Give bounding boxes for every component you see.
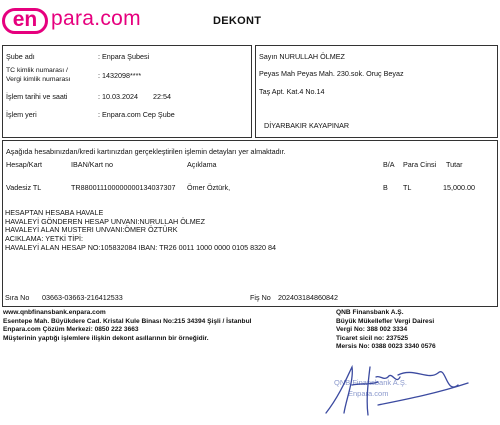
tckn-value: : 1432098**** — [98, 71, 142, 80]
txn-datetime-label: İşlem tarihi ve saati — [6, 92, 68, 101]
detail-line: HAVALEYİ ALAN HESAP NO:105832084 IBAN: TR26 0011 1000 0000 0105 8320 84 — [5, 242, 277, 252]
detail-line: ACIKLAMA: YETKİ TİPİ: — [5, 234, 84, 244]
col-header-amount: Tutar — [446, 160, 463, 169]
stamp-line-2: Enpara.com — [348, 389, 389, 398]
fis-value: 202403184860842 — [278, 293, 338, 302]
branch-value: : Enpara Şubesi — [98, 52, 150, 61]
footer-disclaimer: Müşterinin yaptığı işlemlere ilişkin dekont asıllarının bir örneğidir. — [3, 334, 209, 342]
recipient-address-box — [255, 45, 498, 138]
footer-tax-no: Vergi No: 388 002 3334 — [336, 326, 408, 334]
col-header-account: Hesap/Kart — [6, 160, 42, 169]
tckn-label-1: TC kimlik numarası / — [6, 67, 68, 74]
row-description: Ömer Öztürk, — [187, 183, 231, 192]
footer-tax-office: Büyük Mükellefler Vergi Dairesi — [336, 317, 435, 325]
recipient-address-1: Peyas Mah Peyas Mah. 230.sok. Oruç Beyaz — [259, 69, 404, 78]
transaction-info-box — [2, 45, 252, 138]
tckn-label-2: Vergi kimlik numarası — [6, 76, 71, 83]
signature-stamp — [318, 355, 488, 423]
txn-date-value: : 10.03.2024 — [98, 92, 138, 101]
footer-support: Enpara.com Çözüm Merkezi: 0850 222 3663 — [3, 326, 139, 334]
recipient-name: Sayın NURULLAH ÖLMEZ — [259, 52, 345, 61]
col-header-ba: B/A — [383, 160, 395, 169]
sira-label: Sıra No — [5, 293, 30, 302]
info-text: Aşağıda hesabınızdan/kredi kartınızdan gerçekleştirilen işlemin detayları yer almaktadır. — [6, 147, 286, 156]
row-account: Vadesiz TL — [6, 183, 42, 192]
sira-value: 03663-03663-216412533 — [42, 293, 123, 302]
logo-en: en — [2, 8, 48, 34]
footer-trade-registry: Ticaret sicil no: 237525 — [336, 334, 409, 342]
detail-line: HESAPTAN HESABA HAVALE — [5, 208, 104, 217]
recipient-address-2: Taş Apt. Kat.4 No.14 — [259, 87, 325, 96]
enpara-logo — [2, 6, 152, 36]
row-ba: B — [383, 183, 388, 192]
footer-website: www.qnbfinansbank.enpara.com — [3, 309, 106, 316]
txn-time-value: 22:54 — [153, 92, 171, 101]
logo-para: para.com — [51, 7, 141, 30]
row-currency: TL — [403, 183, 412, 192]
signature-icon — [318, 355, 488, 423]
col-header-iban: IBAN/Kart no — [71, 160, 113, 169]
stamp-line-1: QNB Finansbank A.Ş. — [334, 378, 407, 387]
footer-address: Esentepe Mah. Büyükdere Cad. Kristal Kule Binası No:215 34394 Şişli / İstanbul — [3, 317, 252, 325]
detail-line: HAVALEYİ GÖNDEREN HESAP UNVANI:NURULLAH ÖLMEZ — [5, 216, 205, 226]
transfer-details — [5, 209, 495, 253]
txn-place-label: İşlem yeri — [6, 110, 37, 119]
footer-company-name: QNB Finansbank A.Ş. — [336, 309, 404, 316]
col-header-currency: Para Cinsi — [403, 160, 437, 169]
footer-mersis-no: Mersis No: 0388 0023 3340 0576 — [336, 343, 436, 351]
recipient-city: DİYARBAKIR KAYAPINAR — [264, 121, 350, 130]
detail-line: HAVALEYİ ALAN MUSTERI UNVANI:ÖMER ÖZTÜRK — [5, 225, 178, 235]
document-title: DEKONT — [213, 15, 262, 27]
fis-label: Fiş No — [250, 293, 271, 302]
col-header-description: Açıklama — [187, 160, 217, 169]
branch-label: Şube adı — [6, 52, 35, 61]
row-amount: 15,000.00 — [443, 183, 475, 192]
row-iban: TR880011100000000134037307 — [71, 183, 176, 192]
footer-company-info — [336, 309, 498, 352]
footer-bank-info — [3, 309, 321, 343]
txn-place-value: : Enpara.com Cep Şube — [98, 110, 175, 119]
